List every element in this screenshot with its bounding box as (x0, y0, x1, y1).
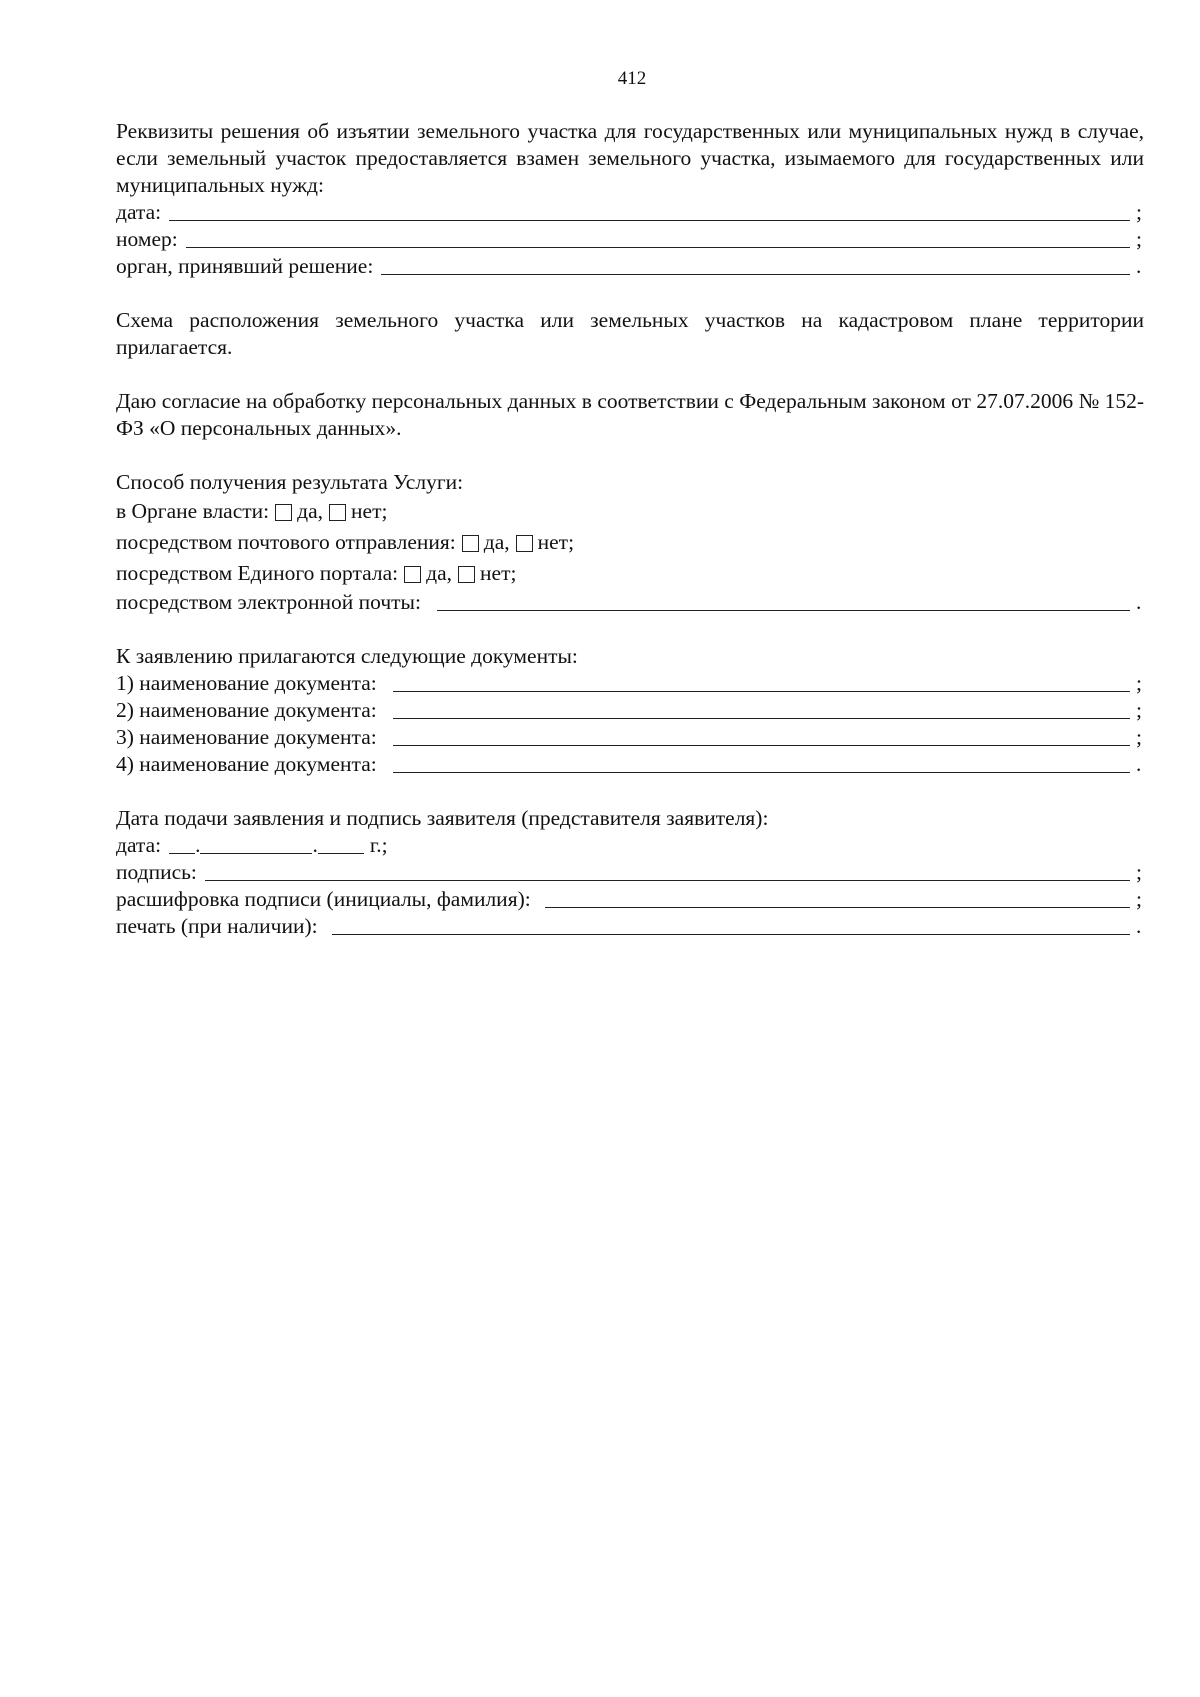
page-number: 412 (617, 68, 647, 89)
decision-number-field: номер: ; (116, 227, 1142, 251)
scheme-paragraph: Схема расположения земельного участка или земельных участков на кадастровом плане территории прилагается. (116, 308, 1144, 359)
field-label: дата: (116, 200, 162, 224)
decision-authority-field: орган, принявший решение: . (116, 254, 1142, 278)
attachment-2-input[interactable] (393, 698, 1130, 719)
withdrawal-decision-paragraph: Реквизиты решения об изъятии земельного участка для государственных или муниципальных нужд в случае, если земельный участок предоставляется взамен земельного участка, изымаемого для государственных или муниципальных нужд: (116, 119, 1144, 197)
attachment-3-input[interactable] (393, 725, 1130, 746)
checkbox-authority-yes[interactable] (275, 504, 292, 521)
attachment-4-input[interactable] (393, 752, 1130, 773)
attachment-1-input[interactable] (393, 671, 1130, 692)
checkbox-authority-no[interactable] (329, 504, 346, 521)
signature-input[interactable] (205, 860, 1130, 881)
decision-date-field: дата: ; (116, 200, 1142, 224)
result-method-heading: Способ получения результата Услуги: (116, 470, 464, 494)
date-day-input[interactable] (169, 833, 195, 854)
attachment-item: 1) наименование документа: ; (116, 671, 1142, 695)
checkbox-post-no[interactable] (516, 535, 533, 552)
signature-decoding-field: расшифровка подписи (инициалы, фамилия): ; (116, 887, 1142, 911)
consent-paragraph: Даю согласие на обработку персональных данных в соответствии с Федеральным законом от 27.07.2006 № 152-ФЗ «О персональных данных». (116, 389, 1144, 440)
checkbox-portal-yes[interactable] (404, 566, 421, 583)
field-label: посредством электронной почты: (116, 590, 421, 614)
form-body (116, 118, 1144, 940)
option-portal: посредством Единого портала: да, нет; (116, 561, 517, 585)
email-input[interactable] (437, 590, 1130, 611)
date-year-input[interactable] (318, 833, 364, 854)
signature-heading: Дата подачи заявления и подпись заявителя (представителя заявителя): (116, 806, 769, 830)
stamp-field: печать (при наличии): . (116, 914, 1142, 938)
attachment-item: 4) наименование документа: . (116, 752, 1142, 776)
decision-number-input[interactable] (186, 227, 1130, 248)
email-field: посредством электронной почты: . (116, 590, 1142, 614)
submission-date-field: дата: . . г.; (116, 833, 388, 857)
signature-decoding-input[interactable] (545, 887, 1130, 908)
option-authority: в Органе власти: да, нет; (116, 499, 388, 523)
attachments-heading: К заявлению прилагаются следующие документы: (116, 644, 578, 668)
decision-date-input[interactable] (169, 200, 1130, 221)
field-label: орган, принявший решение: (116, 254, 374, 278)
signature-field: подпись: ; (116, 860, 1142, 884)
decision-authority-input[interactable] (381, 254, 1130, 275)
field-label: номер: (116, 227, 178, 251)
attachment-item: 2) наименование документа: ; (116, 698, 1142, 722)
attachment-item: 3) наименование документа: ; (116, 725, 1142, 749)
stamp-input[interactable] (332, 914, 1130, 935)
checkbox-post-yes[interactable] (462, 535, 479, 552)
option-post: посредством почтового отправления: да, нет; (116, 530, 575, 554)
checkbox-portal-no[interactable] (458, 566, 475, 583)
date-month-input[interactable] (200, 833, 312, 854)
